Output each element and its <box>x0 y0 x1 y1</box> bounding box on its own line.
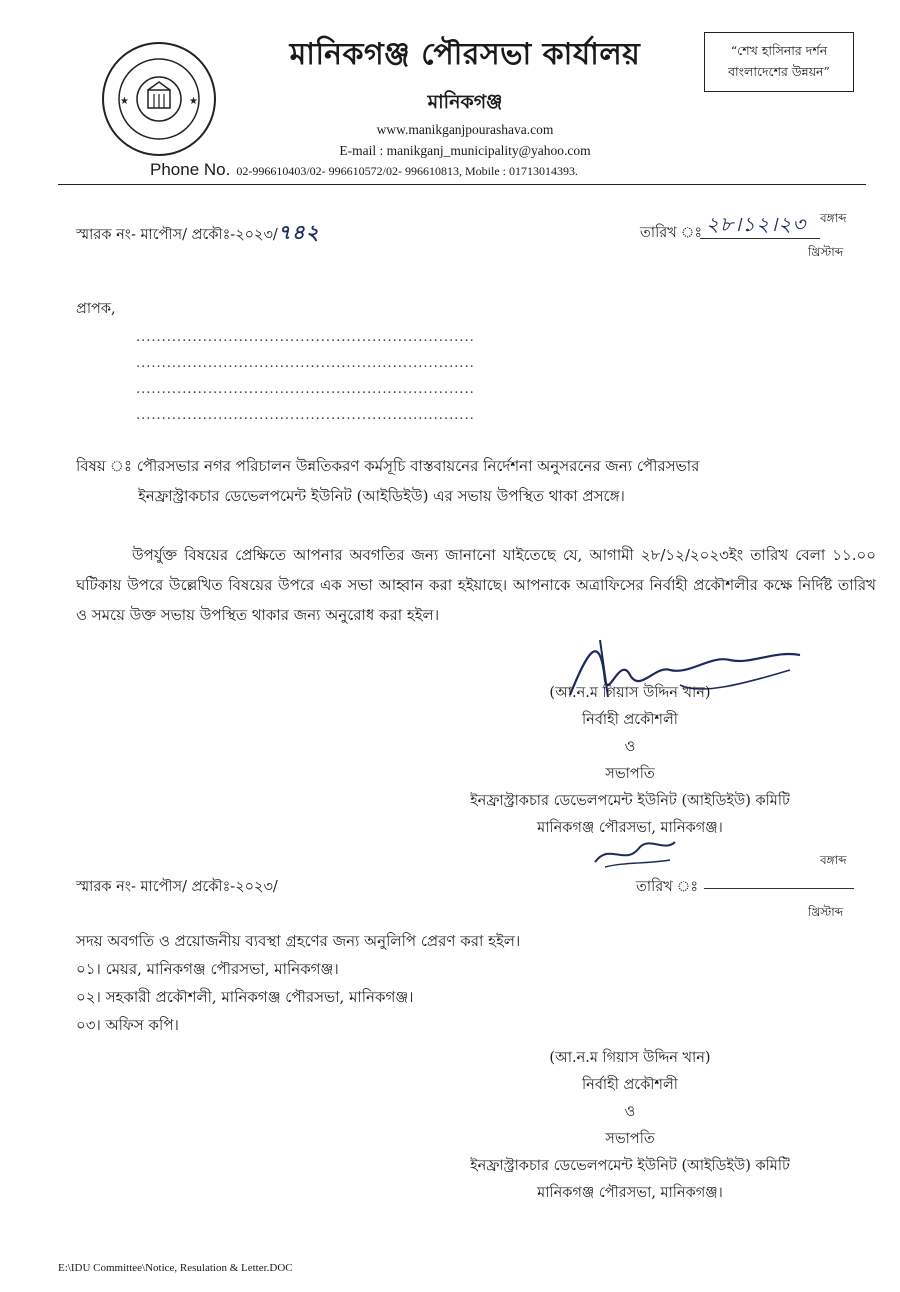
signatory-role: সভাপতি <box>605 1131 655 1147</box>
svg-text:★: ★ <box>120 96 129 107</box>
signatory-committee: ইনফ্রাস্ট্রাকচার ডেভেলপমেন্ট ইউনিট (আইডিইউ) কমিটি <box>470 793 790 809</box>
bongabdo-label-2: বঙ্গাব্দ <box>820 853 847 867</box>
subject-line1 <box>76 455 699 480</box>
recipient-line: .................................................................. <box>136 356 475 371</box>
office-title: মানিকগঞ্জ পৌরসভা কার্যালয় <box>289 37 641 72</box>
signatory-office: মানিকগঞ্জ পৌরসভা, মানিকগঞ্জ। <box>537 1185 723 1201</box>
signatory-designation: নির্বাহী প্রকৌশলী <box>582 712 678 728</box>
body-paragraph: উপর্যুক্ত বিষয়ের প্রেক্ষিতে আপনার অবগতির জন্য জানানো যাইতেছে যে, আগামী ২৮/১২/২০২৩ইং তারিখ বেলা ১১.০০ ঘটিকায় উপরে উল্লেখিত বিষয়ের উপরে এক সভা আহ্বান করা হইয়াছে। আপনাকে অত্রাফিসের নির্বাহী প্রকৌশলীর কক্ষে নির্দিষ্ট তারিখ ও সময়ে উক্ত সভায় উপস্থিত থাকার জন্য অনুরোধ করা হইল। <box>76 546 876 624</box>
date-value: ২৮।১২।২৩ <box>706 212 807 236</box>
signatory-conjunction: ও <box>624 739 636 755</box>
copy-item: ০১। মেয়র, মানিকগঞ্জ পৌরসভা, মানিকগঞ্জ। <box>76 960 339 978</box>
memo-reference <box>76 218 320 251</box>
file-path-footer: E:\IDU Committee\Notice, Resulation & Letter.DOC <box>58 1262 293 1274</box>
date-label-2: তারিখ ঃ <box>636 879 699 895</box>
subject-text-1: পৌরসভার নগর পরিচালন উন্নতিকরণ কর্মসূচি বাস্তবায়নের নির্দেশনা অনুসরনের জন্য পৌরসভার <box>136 457 700 475</box>
signatory-office: মানিকগঞ্জ পৌরসভা, মানিকগঞ্জ। <box>537 820 723 836</box>
copy-intro: সদয় অবগতি ও প্রয়োজনীয় ব্যবস্থা গ্রহণের জন্য অনুলিপি প্রেরণ করা হইল। <box>76 932 521 950</box>
header-divider <box>58 184 866 185</box>
phone-line <box>150 160 750 180</box>
website-link[interactable]: www.manikganjpourashava.com <box>376 122 554 137</box>
email-link[interactable]: E-mail : manikganj_municipality@yahoo.com <box>339 143 591 158</box>
signatory-block <box>420 680 840 842</box>
signatory-committee: ইনফ্রাস্ট্রাকচার ডেভেলপমেন্ট ইউনিট (আইডিইউ) কমিটি <box>470 1158 790 1174</box>
initial-signature-icon <box>590 832 680 872</box>
slogan-line1: “শেখ হাসিনার দর্শন <box>730 43 828 58</box>
copy-item: ০২। সহকারী প্রকৌশলী, মানিকগঞ্জ পৌরসভা, মানিকগঞ্জ। <box>76 988 414 1006</box>
recipient-line: .................................................................. <box>136 330 475 345</box>
memo-reference-number: ৭৪২ <box>277 220 320 244</box>
signatory-name: (আ.ন.ম গিয়াস উদ্দিন খান) <box>549 685 711 701</box>
signatory-block-2 <box>420 1045 840 1207</box>
phone-label: Phone No. <box>150 160 231 179</box>
memo-reference-label: স্মারক নং- মাপৌস/ প্রকৌঃ-২০২৩/ <box>76 227 278 243</box>
date-underline <box>700 238 820 239</box>
memo-reference-2: স্মারক নং- মাপৌস/ প্রকৌঃ-২০২৩/ <box>76 879 278 895</box>
signatory-conjunction: ও <box>624 1104 636 1120</box>
slogan-box <box>704 32 854 92</box>
subject-text-2: ইনফ্রাস্ট্রাকচার ডেভেলপমেন্ট ইউনিট (আইডিইউ) এর সভায় উপস্থিত থাকা প্রসঙ্গে। <box>138 487 625 505</box>
date-label: তারিখ ঃ <box>640 225 703 241</box>
office-subtitle: মানিকগঞ্জ <box>427 91 503 113</box>
date-underline-2 <box>704 888 854 889</box>
recipient-line: .................................................................. <box>136 382 475 397</box>
signatory-role: সভাপতি <box>605 766 655 782</box>
khristabdo-label: খ্রিস্টাব্দ <box>808 245 844 259</box>
subject-label: বিষয় ঃ <box>76 457 132 475</box>
recipient-label: প্রাপক, <box>76 301 116 317</box>
signatory-name: (আ.ন.ম গিয়াস উদ্দিন খান) <box>549 1050 711 1066</box>
slogan-line2: বাংলাদেশের উন্নয়ন” <box>728 64 830 79</box>
svg-text:★: ★ <box>189 96 198 107</box>
copy-item: ০৩। অফিস কপি। <box>76 1016 179 1034</box>
recipient-line: .................................................................. <box>136 408 475 423</box>
bongabdo-label: বঙ্গাব্দ <box>820 211 847 225</box>
signatory-designation: নির্বাহী প্রকৌশলী <box>582 1077 678 1093</box>
phone-numbers: 02-996610403/02- 996610572/02- 996610813, Mobile : 01713014393. <box>236 164 578 178</box>
municipality-seal-icon <box>100 40 218 158</box>
khristabdo-label-2: খ্রিস্টাব্দ <box>808 905 844 919</box>
